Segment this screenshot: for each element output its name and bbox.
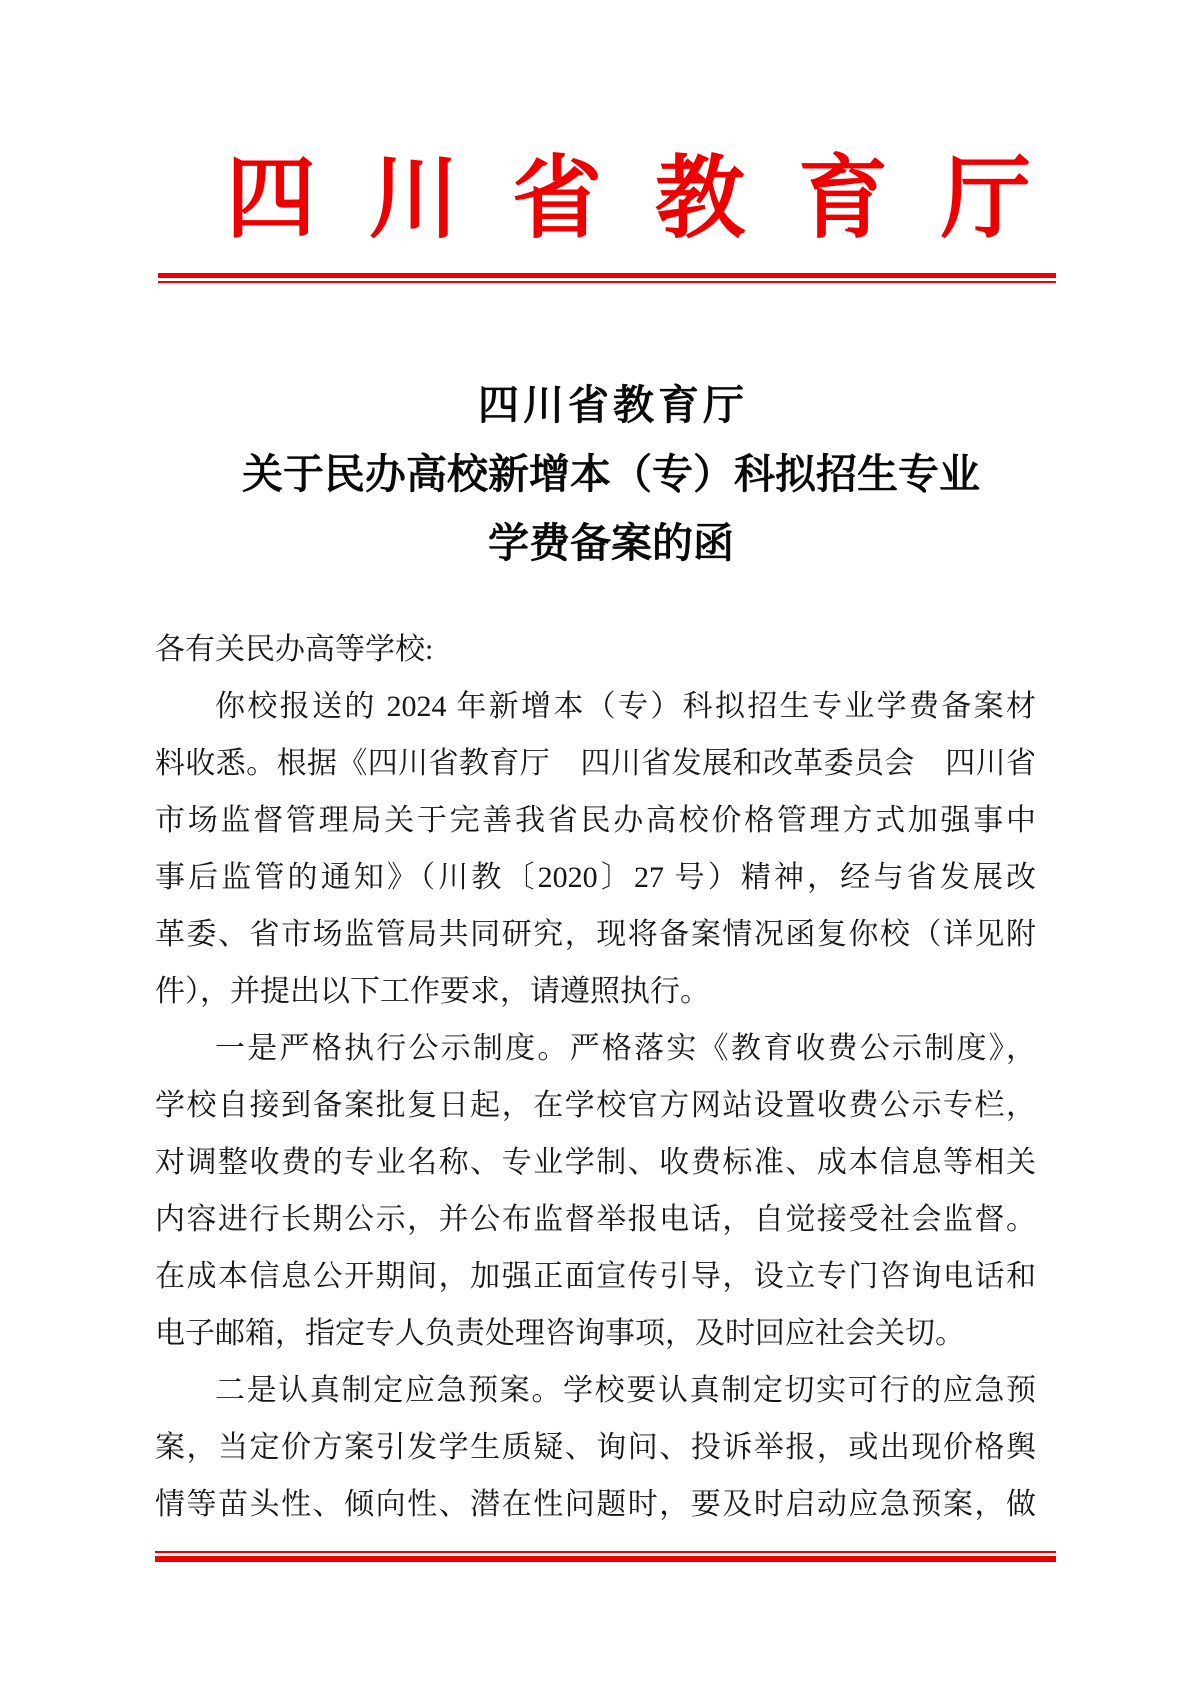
body-line: 革委、省市场监管局共同研究，现将备案情况函复你校（详见附 [155,918,1036,951]
body-line-salutation: 各有关民办高等学校: [155,633,434,666]
body-line: 你校报送的 2024 年新增本（专）科拟招生专业学费备案材 [215,690,1036,723]
body-line: 件），并提出以下工作要求，请遵照执行。 [155,975,710,1008]
document-title-line2: 关于民办高校新增本（专）科拟招生专业 [242,451,980,497]
body-line: 内容进行长期公示，并公布监督举报电话，自觉接受社会监督。 [155,1203,1036,1236]
body-line: 事后监管的通知》（川教〔2020〕27 号）精神，经与省发展改 [155,861,1036,894]
body-line: 案，当定价方案引发学生质疑、询问、投诉举报，或出现价格舆 [155,1431,1036,1464]
document-title-line1: 四川省教育厅 [478,382,748,428]
body-line: 情等苗头性、倾向性、潜在性问题时，要及时启动应急预案，做 [155,1488,1036,1521]
body-line: 学校自接到备案批复日起，在学校官方网站设置收费公示专栏， [155,1089,1036,1122]
body-line: 电子邮箱，指定专人负责处理咨询事项，及时回应社会关切。 [155,1317,965,1350]
body-line: 一是严格执行公示制度。严格落实《教育收费公示制度》， [215,1032,1036,1065]
document-title [16,371,1190,578]
letterhead-org-name: 四川省教育厅 [226,150,1084,249]
letterhead-rule-top [158,273,1056,283]
document-title-line3: 学费备案的函 [488,520,734,566]
body-line: 对调整收费的专业名称、专业学制、收费标准、成本信息等相关 [155,1146,1036,1179]
body-line: 料收悉。根据《四川省教育厅 四川省发展和改革委员会 四川省 [155,747,1036,780]
document-body [155,621,1036,1533]
body-line: 市场监督管理局关于完善我省民办高校价格管理方式加强事中 [155,804,1036,837]
footer-rule [155,1551,1056,1562]
body-line: 在成本信息公开期间，加强正面宣传引导，设立专门咨询电话和 [155,1260,1036,1293]
body-line: 二是认真制定应急预案。学校要认真制定切实可行的应急预 [215,1374,1036,1407]
